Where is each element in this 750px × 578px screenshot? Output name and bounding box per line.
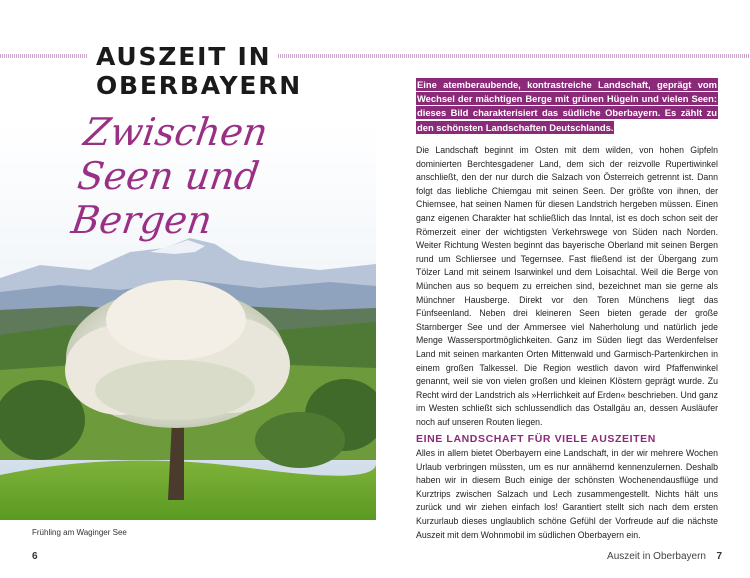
decorative-stripe-right <box>278 54 750 58</box>
decorative-stripe-left <box>0 54 88 58</box>
chapter-title <box>96 42 302 100</box>
lead-text: Eine atemberaubende, kontrastreiche Landschaft, geprägt vom Wechsel der mächtigen Berge mit grünen Hügeln und vielen Seen: dieses Bild charakterisiert das südliche Oberbayern. Es zählt zu den schönsten Landschaften Deutschlands. <box>417 79 717 133</box>
chapter-title-line2: OBERBAYERN <box>96 71 303 100</box>
photo-caption: Frühling am Waginger See <box>32 528 127 537</box>
page-number-right: 7 <box>716 551 722 562</box>
lead-paragraph <box>416 78 718 135</box>
running-head: Auszeit in Oberbayern <box>607 551 706 562</box>
script-subtitle: Zwischen Seen und Bergen <box>68 110 271 242</box>
body-paragraph-2: Alles in allem bietet Oberbayern eine Landschaft, in der wir mehrere Wochen Urlaub verbringen müssten, um es nur annähernd kennenzulernen. Deshalb haben wir in diesem Buch einige der schönsten Wochenendausflüge und Kurztrips zwischen Salzach und Lech zusammengestellt. Nichts hält uns zurück und wir ziehen einfach los! Garantiert stellt sich nach dem ersten Kurzurlaub dieses unglaublich schöne Gefühl der Vorfreude auf die nächste Auszeit mit dem Wohnmobil im südlichen Oberbayern ein. <box>416 448 718 540</box>
section-heading: EINE LANDSCHAFT FÜR VIELE AUSZEITEN <box>416 433 656 445</box>
chapter-title-line1: AUSZEIT IN <box>96 42 272 71</box>
page-number-left: 6 <box>32 551 38 562</box>
body-paragraph: Die Landschaft beginnt im Osten mit dem wilden, von hohen Gipfeln dominierten Berchtesgadener Land, dem sich der reizvolle Rupertiwinkel anschließt, den der nur durch die Salzach von Österreich getrennt ist. Dann folgt das liebliche Chiemgau mit seinen Seen. Der größte von ihnen, der Chiemsee, hat seinen Namen für diesen Landstrich hergeben müssen. Einen ganz eigenen Charakter hat schließlich das Inntal, ist es doch schon seit der Römerzeit einer der wichtigsten Verkehrswege von Süden nach Norden. Weiter Richtung Westen beginnt das bayerische Oberland mit seinen Bergen rund um Schliersee und Tegernsee. Fast fließend ist der Übergang zum Tölzer Land mit seinem Isarwinkel und dem Loisachtal. Weil die Berge von München aus so bequem zu erreichen sind, bezeichnet man sie gerne als Münchner Hausberge. Direkt vor den Toren Münchens liegt das Fünfseenland. Neben drei kleineren Seen bieten gerade der große Starnberger See und der Ammersee viel Naherholung und natürlich jede Menge Wassersportmöglichkeiten. Ganz im Süden liegt das Werdenfelser Land mit seinen markanten Orten Mittenwald und Garmisch-Partenkirchen in einem großen Talkessel. Die Region westlich davon wird Pfaffenwinkel genannt, weil sie von vielen großen und kleinen Klöstern geprägt wurde. Zu Recht wird der Landstrich als »Herrlichkeit auf Erden« beschrieben. Und ganz im Westen schließt sich schlussendlich das Ostallgäu an, dessen Ausläufer noch auf unseren Routen liegen. <box>416 145 718 427</box>
